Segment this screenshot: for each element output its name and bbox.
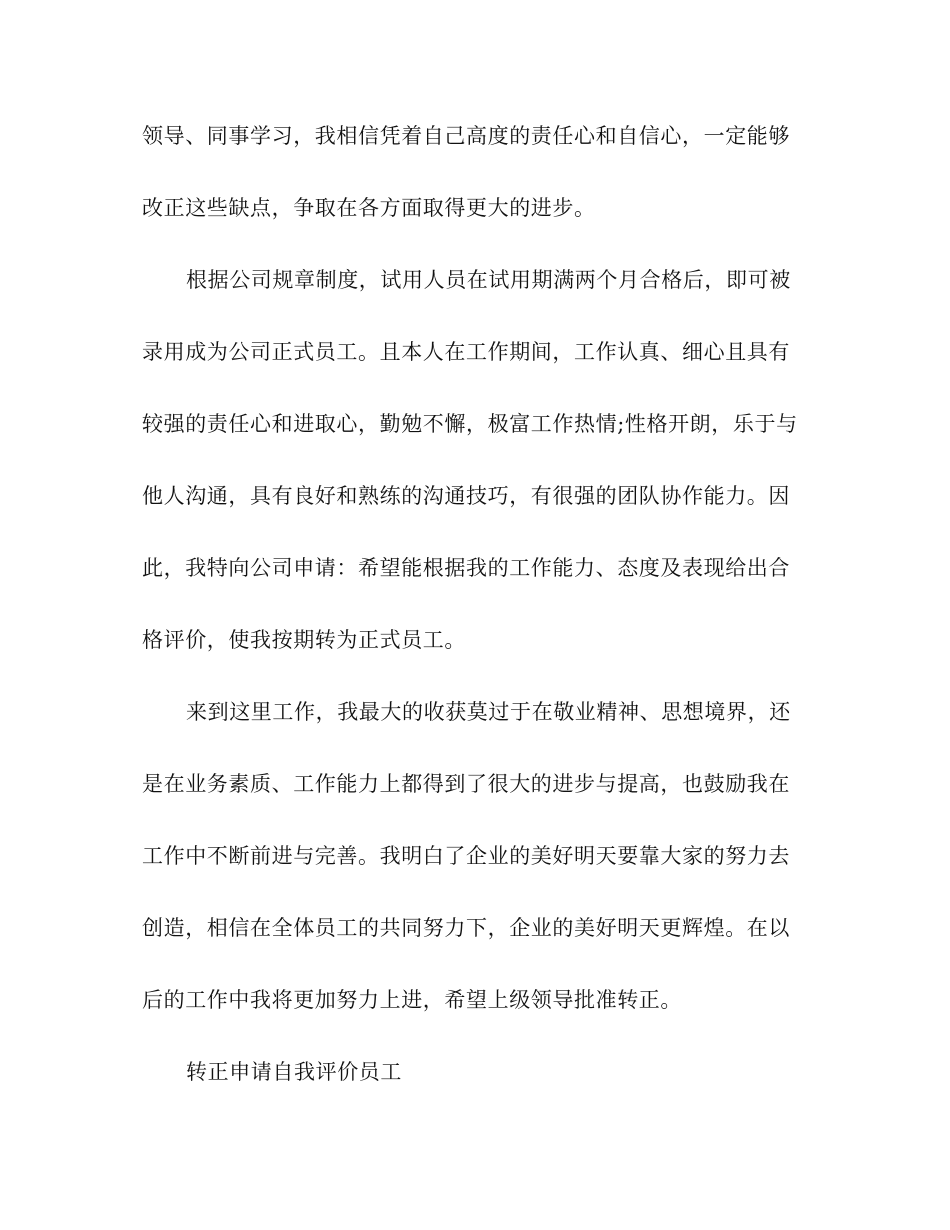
text-line: 是在业务素质、工作能力上都得到了很大的进步与提高，也鼓励我在: [142, 772, 790, 796]
text-line: 后的工作中我将更加努力上进，希望上级领导批准转正。: [142, 988, 682, 1012]
section-heading-line: 转正申请自我评价员工: [186, 1060, 402, 1084]
text-line: 录用成为公司正式员工。且本人在工作期间，工作认真、细心且具有: [142, 340, 790, 364]
paragraph-start-line: 来到这里工作，我最大的收获莫过于在敬业精神、思想境界，还: [186, 700, 791, 724]
text-line: 较强的责任心和进取心，勤勉不懈，极富工作热情;性格开朗，乐于与: [142, 412, 798, 436]
text-line: 工作中不断前进与完善。我明白了企业的美好明天要靠大家的努力去: [142, 844, 790, 868]
text-line: 此，我特向公司申请：希望能根据我的工作能力、态度及表现给出合: [142, 556, 790, 580]
text-line: 他人沟通，具有良好和熟练的沟通技巧，有很强的团队协作能力。因: [142, 484, 790, 508]
text-line: 创造，相信在全体员工的共同努力下，企业的美好明天更辉煌。在以: [142, 916, 790, 940]
text-line: 领导、同事学习，我相信凭着自己高度的责任心和自信心，一定能够: [142, 124, 790, 148]
text-line: 格评价，使我按期转为正式员工。: [142, 628, 466, 652]
paragraph-start-line: 根据公司规章制度，试用人员在试用期满两个月合格后，即可被: [186, 268, 791, 292]
text-line: 改正这些缺点，争取在各方面取得更大的进步。: [142, 196, 596, 220]
document-body: [142, 114, 814, 1122]
